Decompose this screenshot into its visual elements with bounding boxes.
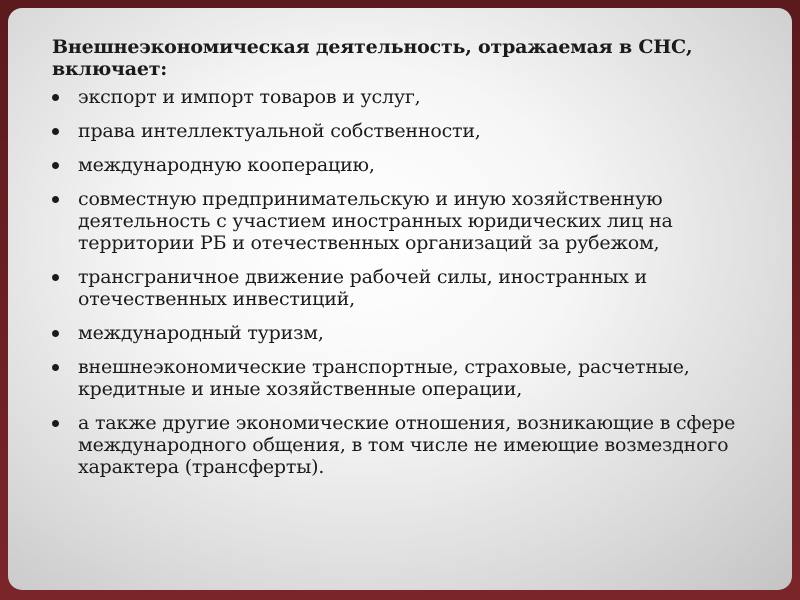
slide-content xyxy=(46,36,766,490)
bullet-text: а также другие экономические отношения, возникающие в сфере международного общения, в том числе не имеющие возмездного характера (трансферты). xyxy=(78,412,736,478)
bullet-item-cooperation xyxy=(46,154,766,176)
bullet-icon xyxy=(52,162,59,169)
bullet-item-labor-investment xyxy=(46,266,766,310)
bullet-text: международную кооперацию, xyxy=(78,154,375,176)
bullet-icon xyxy=(52,420,59,427)
bullet-item-joint-activity xyxy=(46,188,766,254)
bullet-icon xyxy=(52,364,59,371)
slide-panel xyxy=(8,8,792,590)
bullet-icon xyxy=(52,196,59,203)
bullet-text: права интеллектуальной собственности, xyxy=(78,120,481,142)
bullet-icon xyxy=(52,128,59,135)
bullet-item-operations xyxy=(46,356,766,400)
slide-heading: Внешнеэкономическая деятельность, отражаемая в СНС, включает: xyxy=(52,36,693,80)
bullet-text: совместную предпринимательскую и иную хозяйственную деятельность с участием иностранных юридических лиц на территории РБ и отечественных организаций за рубежом, xyxy=(78,188,673,254)
bullet-list xyxy=(46,86,766,478)
bullet-item-tourism xyxy=(46,322,766,344)
bullet-icon xyxy=(52,330,59,337)
bullet-icon xyxy=(52,94,59,101)
bullet-text: внешнеэкономические транспортные, страховые, расчетные, кредитные и иные хозяйственные операции, xyxy=(78,356,690,400)
bullet-text: трансграничное движение рабочей силы, иностранных и отечественных инвестиций, xyxy=(78,266,647,310)
bullet-text: экспорт и импорт товаров и услуг, xyxy=(78,86,421,108)
bullet-item-other-relations xyxy=(46,412,766,478)
bullet-icon xyxy=(52,274,59,281)
bullet-text: международный туризм, xyxy=(78,322,324,344)
bullet-item-intellectual-property xyxy=(46,120,766,142)
bullet-item-export-import xyxy=(46,86,766,108)
